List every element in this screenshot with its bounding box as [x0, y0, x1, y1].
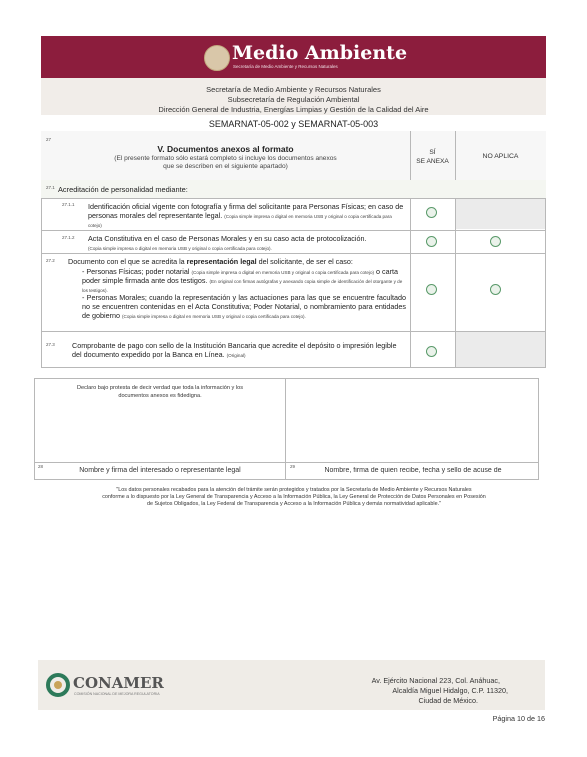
row-text-bold: representación legal: [186, 257, 257, 266]
signature-left-label: Nombre y firma del interesado o representante legal: [79, 467, 241, 474]
bullet-2-main: Personas Morales; cuando la representación y las actuaciones para las que se encuentre facultado no se encuentren contenidas en el Acta Constitutiva; Poder Notarial, o nombramiento para entidades de gobierno: [82, 293, 407, 320]
si-anexa-radio[interactable]: [426, 346, 437, 357]
bullet-1b-main: o carta poder simple firmada ante dos testigos.: [82, 267, 399, 285]
si-anexa-radio[interactable]: [426, 284, 437, 295]
no-aplica-radio[interactable]: [490, 236, 501, 247]
signature-line: [34, 462, 539, 463]
bullet-1-note: (Copia simple impresa o digital en memoria USB y original o copia certificada para cotejo): [191, 270, 375, 275]
no-aplica-disabled-cell: [456, 199, 545, 229]
brand-title: Medio Ambiente: [232, 42, 408, 64]
row-text-note: (Original): [226, 353, 246, 358]
signature-left-number: 28: [38, 464, 44, 469]
bullet-1b-note: (En original con firmas autógrafas y anexando copia simple de identificación del otorgante y de los testigos).: [82, 279, 403, 293]
row-text-main: Identificación oficial vigente con fotografía y firma del solicitante para Personas Físicas; en caso de personas morales del representante legal.: [88, 202, 404, 220]
no-aplica-disabled-cell: [456, 332, 545, 367]
column-si-header: SÍ: [429, 149, 436, 156]
column-no-aplica-header: NO APLICA: [482, 153, 519, 160]
row-text: [88, 234, 406, 252]
conamer-logo-icon: [46, 673, 70, 697]
page-number: Página 10 de 16: [492, 714, 545, 723]
row-text-main: Acta Constitutiva en el caso de Personas Morales y en su caso acta de protocolización.: [88, 234, 367, 243]
brand-subtitle: Secretaría de Medio Ambiente y Recursos Naturales: [233, 64, 338, 69]
bullet-personas-fisicas: - Personas Físicas; poder notarial (Copia simple impresa o digital en memoria USB y original o copia certificada para cotejo) o carta poder simple firmada ante dos testigos. (En original con firmas autógrafas y anexando copia simple de identificación del otorgante y de los testigos).: [82, 267, 403, 293]
privacy-note-1: "Los datos personales recabados para la atención del trámite serán protegidos y tratados por la Secretaría de Medio Ambiente y Recursos Naturales: [116, 487, 472, 493]
bullet-2-note: (Copia simple impresa o digital en memoria USB y original o copia certificada para cotejo).: [121, 314, 306, 319]
row-text-note: (Copia simple impresa o digital en memoria USB y original o copia certificada para cotejo): [88, 214, 392, 228]
section-title: V. Documentos anexos al formato: [157, 144, 294, 154]
conamer-name: CONAMER: [73, 674, 164, 692]
row-text-post: del solicitante, de ser el caso:: [256, 257, 353, 266]
privacy-note-2: conforme a lo dispuesto por la Ley General de Transparencia y Acceso a la Información Pública, la Ley General de Protección de Datos Personales en Posesión: [102, 494, 486, 500]
declaration-text-1: Declaro bajo protesta de decir verdad que toda la información y los: [76, 385, 244, 391]
row-number: 27.3: [46, 342, 55, 347]
address-line-2: Alcaldía Miguel Hidalgo, C.P. 11320,: [392, 686, 508, 695]
row-text-main: Comprobante de pago con sello de la Institución Bancaria que acredite el depósito o impresión legible del documento expedido por la Banca en Línea.: [72, 341, 397, 359]
group-number: 27.1: [46, 185, 55, 190]
address-line-3: Ciudad de México.: [418, 696, 478, 705]
signature-right-label: Nombre, firma de quien recibe, fecha y sello de acuse de: [324, 467, 502, 474]
signature-right-number: 29: [290, 464, 296, 469]
si-anexa-radio[interactable]: [426, 236, 437, 247]
institution-line-2: Subsecretaría de Regulación Ambiental: [227, 95, 360, 104]
section-subtitle-1: (El presente formato sólo estará completo si incluye los documentos anexos: [114, 155, 337, 162]
institution-line-3: Dirección General de Industria, Energías Limpias y Gestión de la Calidad del Aire: [158, 105, 429, 114]
form-code: SEMARNAT-05-002 y SEMARNAT-05-003: [208, 119, 379, 129]
row-number: 27.1.2: [62, 235, 75, 240]
row-text: [68, 257, 408, 266]
no-aplica-radio[interactable]: [490, 284, 501, 295]
declaration-text-2: documentos anexos es fidedigna.: [118, 393, 202, 399]
row-text-pre: Documento con el que se acredita la: [68, 257, 187, 266]
si-anexa-radio[interactable]: [426, 207, 437, 218]
row-text-note: (Copia simple impresa o digital en memoria USB y original o copia certificada para cotejo).: [88, 246, 272, 251]
section-subtitle-2: que se describen en el siguiente apartado): [163, 163, 288, 170]
section-number: 27: [46, 137, 52, 142]
row-number: 27.2: [46, 258, 55, 263]
column-si-header-2: SE ANEXA: [416, 158, 449, 165]
institution-line-1: Secretaría de Medio Ambiente y Recursos Naturales: [206, 85, 381, 94]
bullet-personas-morales: - Personas Morales; cuando la representación y las actuaciones para las que se encuentre facultado no se encuentren contenidas en el Acta Constitutiva; Poder Notarial, o nombramiento para entidades de gobierno (Copia simple impresa o digital en memoria USB y original o copia certificada para cotejo).: [82, 293, 407, 320]
government-seal-icon: [204, 45, 230, 71]
group-label: Acreditación de personalidad mediante:: [58, 185, 188, 194]
signature-divider: [285, 378, 286, 480]
row-text: [88, 202, 406, 229]
bullet-1-main: Personas Físicas; poder notarial: [86, 267, 190, 276]
privacy-note-3: de Sujetos Obligados, la Ley Federal de Transparencia y Acceso a la Información Pública y demás normatividad aplicable.": [146, 501, 442, 507]
conamer-subtitle: COMISIÓN NACIONAL DE MEJORA REGULATORIA: [74, 692, 160, 696]
row-text: [72, 341, 408, 359]
address-line-1: Av. Ejército Nacional 223, Col. Anáhuac,: [371, 676, 500, 685]
row-number: 27.1.1: [62, 202, 75, 207]
